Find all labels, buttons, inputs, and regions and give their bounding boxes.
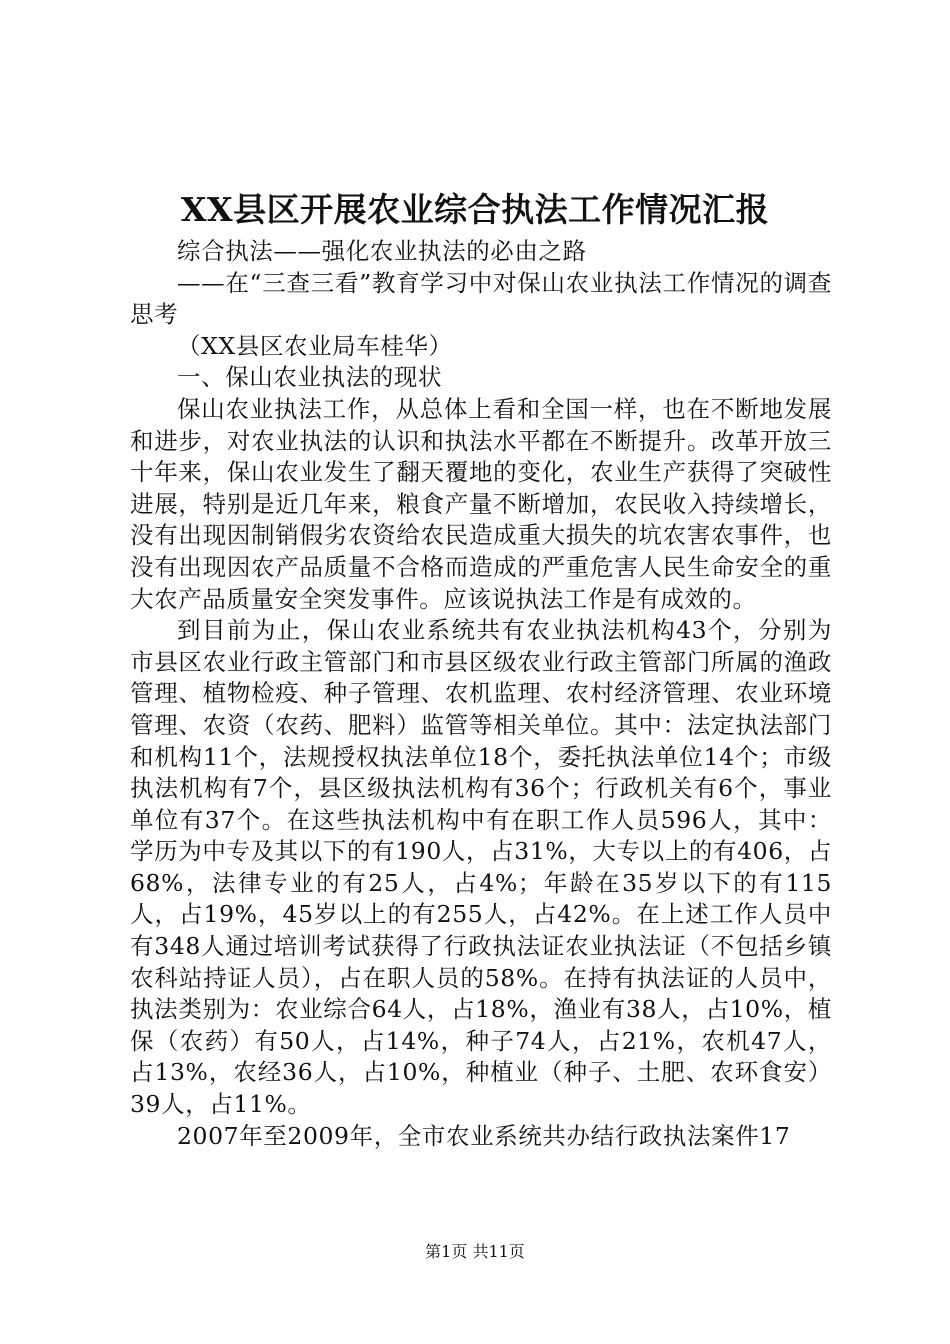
document-title: XX县区开展农业综合执法工作情况汇报 bbox=[180, 190, 770, 229]
subtitle-line: ——在“三查三看”教育学习中对保山农业执法工作情况的调查思考 bbox=[130, 268, 832, 329]
body-paragraph: 保山农业执法工作，从总体上看和全国一样，也在不断地发展和进步，对农业执法的认识和执法水平都在不断提升。改革开放三十年来，保山农业发生了翻天覆地的变化，农业生产获得了突破性进展，特别是近几年来，粮食产量不断增加，农民收入持续增长，没有出现因制销假劣农资给农民造成重大损失的坑农害农事件，也没有出现因农产品质量不合格而造成的严重危害人民生命安全的重大农产品质量安全突发事件。应该说执法工作是有成效的。 bbox=[130, 394, 832, 613]
section-heading: 一、保山农业执法的现状 bbox=[177, 363, 443, 392]
author-line: （XX县区农业局车桂华） bbox=[177, 331, 453, 360]
body-paragraph: 2007年至2009年，全市农业系统共办结行政执法案件17 bbox=[177, 1121, 791, 1150]
document-body bbox=[130, 236, 832, 1152]
subtitle-line: 综合执法——强化农业执法的必由之路 bbox=[177, 237, 587, 265]
body-paragraph: 到目前为止，保山农业系统共有农业执法机构43个，分别为市县区农业行政主管部门和市县区级农业行政主管部门所属的渔政管理、植物检疫、种子管理、农机监理、农村经济管理、农业环境管理、农资（农药、肥料）监管等相关单位。其中：法定执法部门和机构11个，法规授权执法单位18个，委托执法单位14个；市级执法机构有7个，县区级执法机构有36个；行政机关有6个，事业单位有37个。在这些执法机构中有在职工作人员596人，其中：学历为中专及其以下的有190人，占31%，大专以上的有406，占68%，法律专业的有25人，占4%；年龄在35岁以下的有115人，占19%，45岁以上的有255人，占42%。在上述工作人员中有348人通过培训考试获得了行政执法证农业执法证（不包括乡镇农科站持证人员），占在职人员的58%。在持有执法证的人员中，执法类别为：农业综合64人，占18%，渔业有38人，占10%，植保（农药）有50人，占14%，种子74人，占21%，农机47人，占13%，农经36人，占10%，种植业（种子、土肥、农环食安）39人，占11%。 bbox=[130, 616, 832, 1119]
page-number-footer: 第1页 共11页 bbox=[425, 1242, 525, 1261]
